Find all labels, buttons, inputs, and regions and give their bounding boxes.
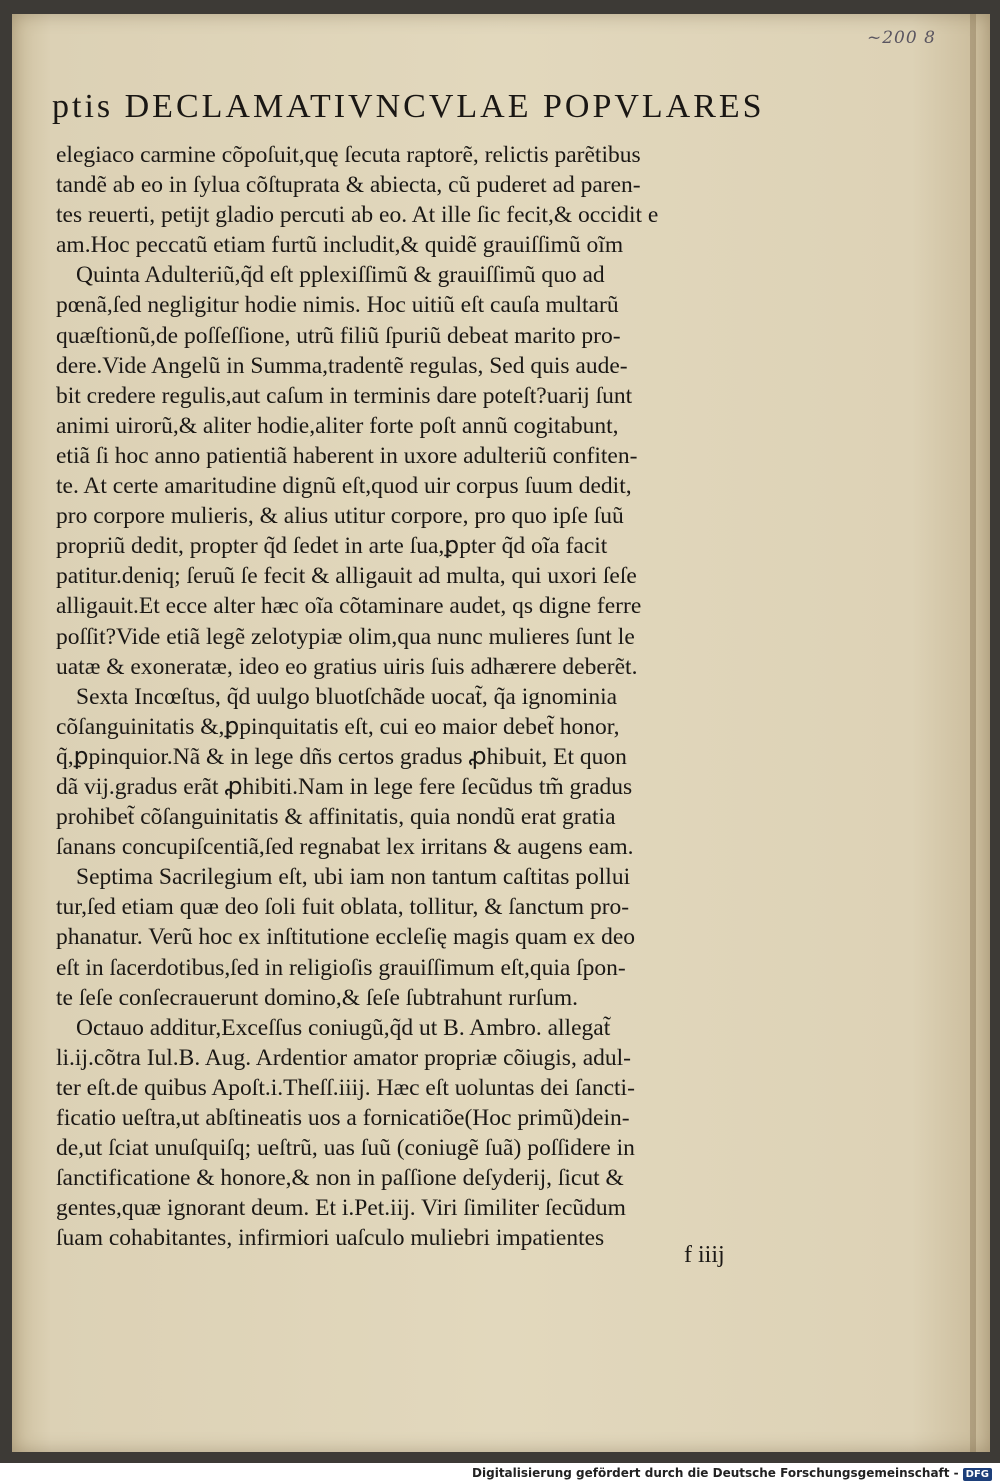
digitization-credit	[472, 1466, 992, 1481]
folio-number: ~200 8	[867, 28, 936, 48]
text-line: Septima Sacrilegium eſt, ubi iam non tantum caſtitas pollui	[76, 864, 631, 891]
signature-mark: f iiij	[684, 1242, 725, 1268]
text-line: animi uirorũ,& aliter hodie,aliter forte poſt annũ cogitabunt,	[56, 412, 619, 439]
dfg-logo: DFG	[963, 1468, 992, 1481]
text-line: de,ut ſciat unuſquiſq; ueſtrũ, uas ſuũ (coniugẽ ſuã) poſſidere in	[56, 1135, 635, 1162]
text-line: alligauit.Et ecce alter hæc oĩa cõtaminare audet, qs digne ferre	[56, 593, 642, 620]
text-line: Quinta Adulteriũ,q̃d eſt pplexiſſimũ & grauiſſimũ quo ad	[76, 262, 605, 289]
text-line: uatæ & exoneratæ, ideo eo gratius uiris ſuis adhærere deberẽt.	[56, 653, 638, 680]
text-line: dere.Vide Angelũ in Summa,tradentẽ regulas, Sed quis aude-	[56, 352, 628, 379]
text-line: te. At certe amaritudine dignũ eſt,quod uir corpus ſuum dedit,	[56, 473, 632, 500]
body-text	[56, 140, 816, 1253]
text-line: ficatio ueſtra,ut abſtineatis uos a fornicatiõe(Hoc primũ)dein-	[56, 1105, 630, 1131]
book-page	[12, 14, 990, 1452]
text-line: patitur.deniq; ſeruũ ſe fecit & alligauit ad multa, qui uxori ſeſe	[56, 563, 637, 590]
text-line: Octauo additur,Exceſſus coniugũ,q̃d ut B. Ambro. allegat̃	[76, 1014, 611, 1041]
text-line: tur,ſed etiam quæ deo ſoli fuit oblata, tollitur, & ſanctum pro-	[56, 894, 630, 921]
credit-text: Digitalisierung gefördert durch die Deutsche Forschungsgemeinschaft -	[472, 1466, 959, 1480]
text-line: te ſeſe conſecrauerunt domino,& ſeſe ſubtrahunt rurſum.	[56, 984, 579, 1011]
text-line: eſt in ſacerdotibus,ſed in religioſis grauiſſimum eſt,quia ſpon-	[56, 954, 626, 981]
text-line: gentes,quæ ignorant deum. Et i.Pet.iij. Viri ſimiliter ſecũdum	[56, 1195, 626, 1222]
text-line: am.Hoc peccatũ etiam furtũ includit,& quidẽ grauiſſimũ oĩm	[56, 232, 624, 259]
running-head: ptis DECLAMATIVNCVLAE POPVLARES	[52, 88, 765, 125]
text-line: ſanans concupiſcentiã,ſed regnabat lex irritans & augens eam.	[56, 834, 634, 861]
text-line: q̃,ꝑpinquior.Nã & in lege dñs certos gradus ꝓhibuit, Et quon	[56, 743, 627, 770]
text-line: ſuam cohabitantes, infirmiori uaſculo muliebri impatientes	[56, 1225, 605, 1252]
text-line: propriũ dedit, propter q̃d ſedet in arte ſua,ꝑpter q̃d oĩa facit	[56, 533, 608, 560]
text-line: cõſanguinitatis &,ꝑpinquitatis eſt, cui eo maior debet̃ honor,	[56, 713, 620, 740]
text-line: pro corpore mulieris, & alius utitur corpore, pro quo ipſe ſuũ	[56, 503, 624, 530]
text-line: ſanctificatione & honore,& non in paſſione deſyderij, ſicut &	[56, 1165, 624, 1192]
text-line: tandẽ ab eo in ſylua cõſtuprata & abiecta, cũ puderet ad paren-	[56, 172, 641, 199]
text-line: prohibet̃ cõſanguinitatis & affinitatis, quia nondũ erat gratia	[56, 804, 616, 831]
text-line: bit credere regulis,aut caſum in terminis dare poteſt?uarij ſunt	[56, 382, 633, 409]
text-line: dã vij.gradus erãt ꝓhibiti.Nam in lege fere ſecũdus tm̃ gradus	[56, 773, 633, 800]
text-line: poſſit?Vide etiã legẽ zelotypiæ olim,qua nunc mulieres ſunt le	[56, 623, 635, 650]
text-line: quæſtionũ,de poſſeſſione, utrũ filiũ ſpuriũ debeat marito pro-	[56, 322, 621, 349]
text-line: elegiaco carmine cõpoſuit,quę ſecuta raptorẽ, relictis parẽtibus	[56, 142, 641, 168]
text-line: tes reuerti, petijt gladio percuti ab eo. At ille ſic fecit,& occidit e	[56, 202, 659, 229]
text-line: phanatur. Verũ hoc ex inſtitutione eccleſię magis quam ex deo	[56, 924, 636, 951]
text-line: li.ij.cõtra Iul.B. Aug. Ardentior amator propriæ cõiugis, adul-	[56, 1044, 631, 1071]
text-line: etiã ſi hoc anno patientiã haberent in uxore adulteriũ confiten-	[56, 442, 638, 469]
text-line: ter eſt.de quibus Apoſt.i.Theſſ.iiij. Hæc eſt uoluntas dei ſancti-	[56, 1074, 635, 1101]
text-line: Sexta Incœſtus, q̃d uulgo bluotſchãde uocat̃, q̃a ignominia	[76, 683, 618, 710]
text-line: pœnã,ſed negligitur hodie nimis. Hoc uitiũ eſt cauſa multarũ	[56, 292, 619, 319]
